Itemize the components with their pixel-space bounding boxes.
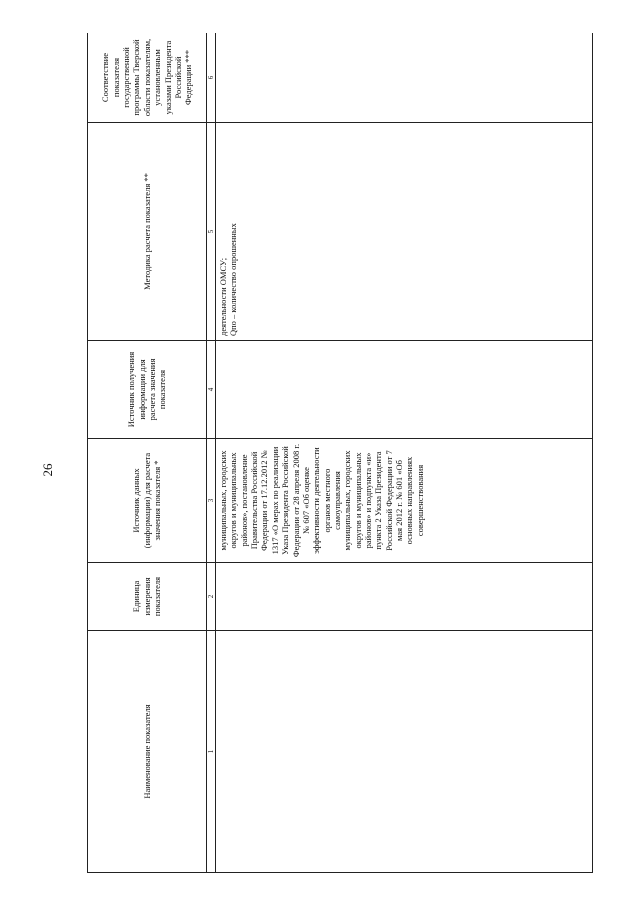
column-number: 6 [207, 33, 216, 123]
table-stage [87, 33, 593, 873]
column-number: 4 [207, 341, 216, 439]
header-compliance: Соответствие показателя государственной программы Тверской области показателям, установленным указами Президента Российской Федерации *** [88, 33, 207, 123]
header-data-source: Источник данных (информации) для расчета значения показателя * [88, 439, 207, 563]
rotated-table-wrapper [87, 33, 593, 873]
cell-compliance [216, 33, 593, 123]
header-info-source: Источник получения информации для расчета значения показателя [88, 341, 207, 439]
cell-info-source [216, 341, 593, 439]
header-indicator-name: Наименование показателя [88, 631, 207, 873]
cell-unit [216, 563, 593, 631]
header-method: Методика расчета показателя ** [88, 123, 207, 341]
method-line-1: деятельности ОМСУ; [218, 257, 228, 336]
indicator-table [87, 33, 593, 873]
method-line-2: Qпо – количество опрошенных [228, 223, 239, 336]
table-row [216, 33, 593, 873]
page-number: 26 [40, 463, 55, 477]
column-number: 5 [207, 123, 216, 341]
header-unit: Единица измерения показателя [88, 563, 207, 631]
cell-data-source: муниципальных, городских округов и муниципальных районов», постановление Правительства Российской Федерации от 17.12.2012 № 1317 «О мерах по реализации Указа Президента Российской Федерации от 28 апреля 2008 г. № 607 «Об оценке эффективности деятельности органов местного самоуправления муниципальных, городских округов и муниципальных районов» и подпункта «и» пункта 2 Указа Президента Российской Федерации от 7 мая 2012 г. № 601 «Об основных направлениях совершенствования [216, 439, 593, 563]
column-number: 2 [207, 563, 216, 631]
cell-method [216, 123, 593, 341]
column-number: 3 [207, 439, 216, 563]
column-number: 1 [207, 631, 216, 873]
header-row [88, 33, 207, 873]
column-number-row [207, 33, 216, 873]
cell-indicator-name [216, 631, 593, 873]
